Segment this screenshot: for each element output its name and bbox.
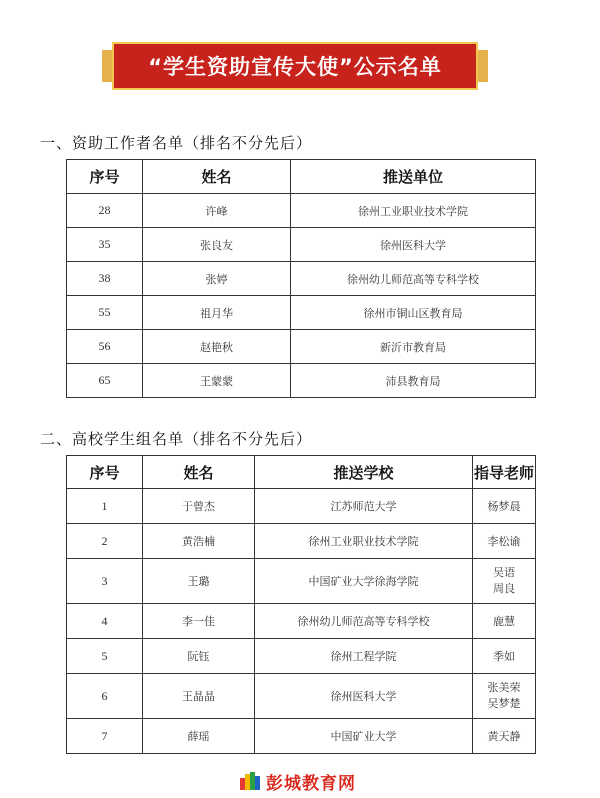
table-row (67, 228, 536, 262)
header-seq: 序号 (67, 160, 143, 194)
header-name: 姓名 (143, 160, 291, 194)
row-seq: 1 (67, 489, 143, 524)
title-banner (102, 42, 488, 90)
row-teacher: 李松谕 (473, 524, 536, 559)
row-unit: 徐州医科大学 (291, 228, 536, 262)
row-teachers (473, 674, 536, 719)
row-school: 徐州工程学院 (255, 639, 473, 674)
row-teacher: 鹿慧 (473, 604, 536, 639)
books-icon (240, 772, 260, 790)
row-unit: 徐州工业职业技术学院 (291, 194, 536, 228)
row-school: 徐州幼儿师范高等专科学校 (255, 604, 473, 639)
row-seq: 4 (67, 604, 143, 639)
row-name: 王蒙蒙 (143, 364, 291, 398)
table-header-row (67, 160, 536, 194)
table-row (67, 364, 536, 398)
row-name: 李一佳 (143, 604, 255, 639)
row-seq: 35 (67, 228, 143, 262)
header-seq: 序号 (67, 456, 143, 489)
row-school: 江苏师范大学 (255, 489, 473, 524)
watermark-logo (240, 770, 356, 792)
row-school: 徐州工业职业技术学院 (255, 524, 473, 559)
row-seq: 5 (67, 639, 143, 674)
row-unit: 新沂市教育局 (291, 330, 536, 364)
row-seq: 7 (67, 719, 143, 754)
table-row (67, 330, 536, 364)
section2-heading: 二、高校学生组名单（排名不分先后） (40, 430, 313, 448)
row-name: 薛瑶 (143, 719, 255, 754)
header-school: 推送学校 (255, 456, 473, 489)
row-teacher: 吴梦楚 (487, 697, 521, 710)
row-name: 于曾杰 (143, 489, 255, 524)
row-seq: 3 (67, 559, 143, 604)
table-row (67, 489, 536, 524)
row-school: 中国矿业大学 (255, 719, 473, 754)
section1-heading: 一、资助工作者名单（排名不分先后） (40, 134, 313, 152)
watermark-text: 彭城教育网 (266, 773, 356, 794)
table-row (67, 604, 536, 639)
row-teacher: 黄天静 (473, 719, 536, 754)
table-row (67, 296, 536, 330)
row-teacher: 季如 (473, 639, 536, 674)
row-seq: 65 (67, 364, 143, 398)
row-name: 祖月华 (143, 296, 291, 330)
row-seq: 38 (67, 262, 143, 296)
row-name: 王晶晶 (143, 674, 255, 719)
row-unit: 沛县教育局 (291, 364, 536, 398)
row-name: 王璐 (143, 559, 255, 604)
row-name: 许峰 (143, 194, 291, 228)
row-teacher: 吴语 (493, 566, 515, 579)
row-seq: 28 (67, 194, 143, 228)
row-name: 张良友 (143, 228, 291, 262)
row-teacher: 张美荣 (487, 681, 521, 694)
row-school: 徐州医科大学 (255, 674, 473, 719)
header-name: 姓名 (143, 456, 255, 489)
row-teacher: 周良 (493, 582, 515, 595)
table-row (67, 524, 536, 559)
row-seq: 55 (67, 296, 143, 330)
table-header-row (67, 456, 536, 489)
row-name: 黄浩楠 (143, 524, 255, 559)
page-title: “学生资助宣传大使”公示名单 (112, 42, 478, 90)
workers-table (66, 159, 536, 398)
row-teacher: 杨梦晨 (473, 489, 536, 524)
row-unit: 徐州幼儿师范高等专科学校 (291, 262, 536, 296)
table-row (67, 194, 536, 228)
row-name: 赵艳秋 (143, 330, 291, 364)
table-row (67, 639, 536, 674)
row-seq: 56 (67, 330, 143, 364)
students-table (66, 455, 536, 754)
row-seq: 6 (67, 674, 143, 719)
table-row (67, 262, 536, 296)
header-unit: 推送单位 (291, 160, 536, 194)
row-unit: 徐州市铜山区教育局 (291, 296, 536, 330)
header-teacher: 指导老师 (473, 456, 536, 489)
table-row (67, 559, 536, 604)
row-name: 阮钰 (143, 639, 255, 674)
table-row (67, 719, 536, 754)
row-school: 中国矿业大学徐海学院 (255, 559, 473, 604)
table-row (67, 674, 536, 719)
row-seq: 2 (67, 524, 143, 559)
row-name: 张婷 (143, 262, 291, 296)
row-teachers (473, 559, 536, 604)
